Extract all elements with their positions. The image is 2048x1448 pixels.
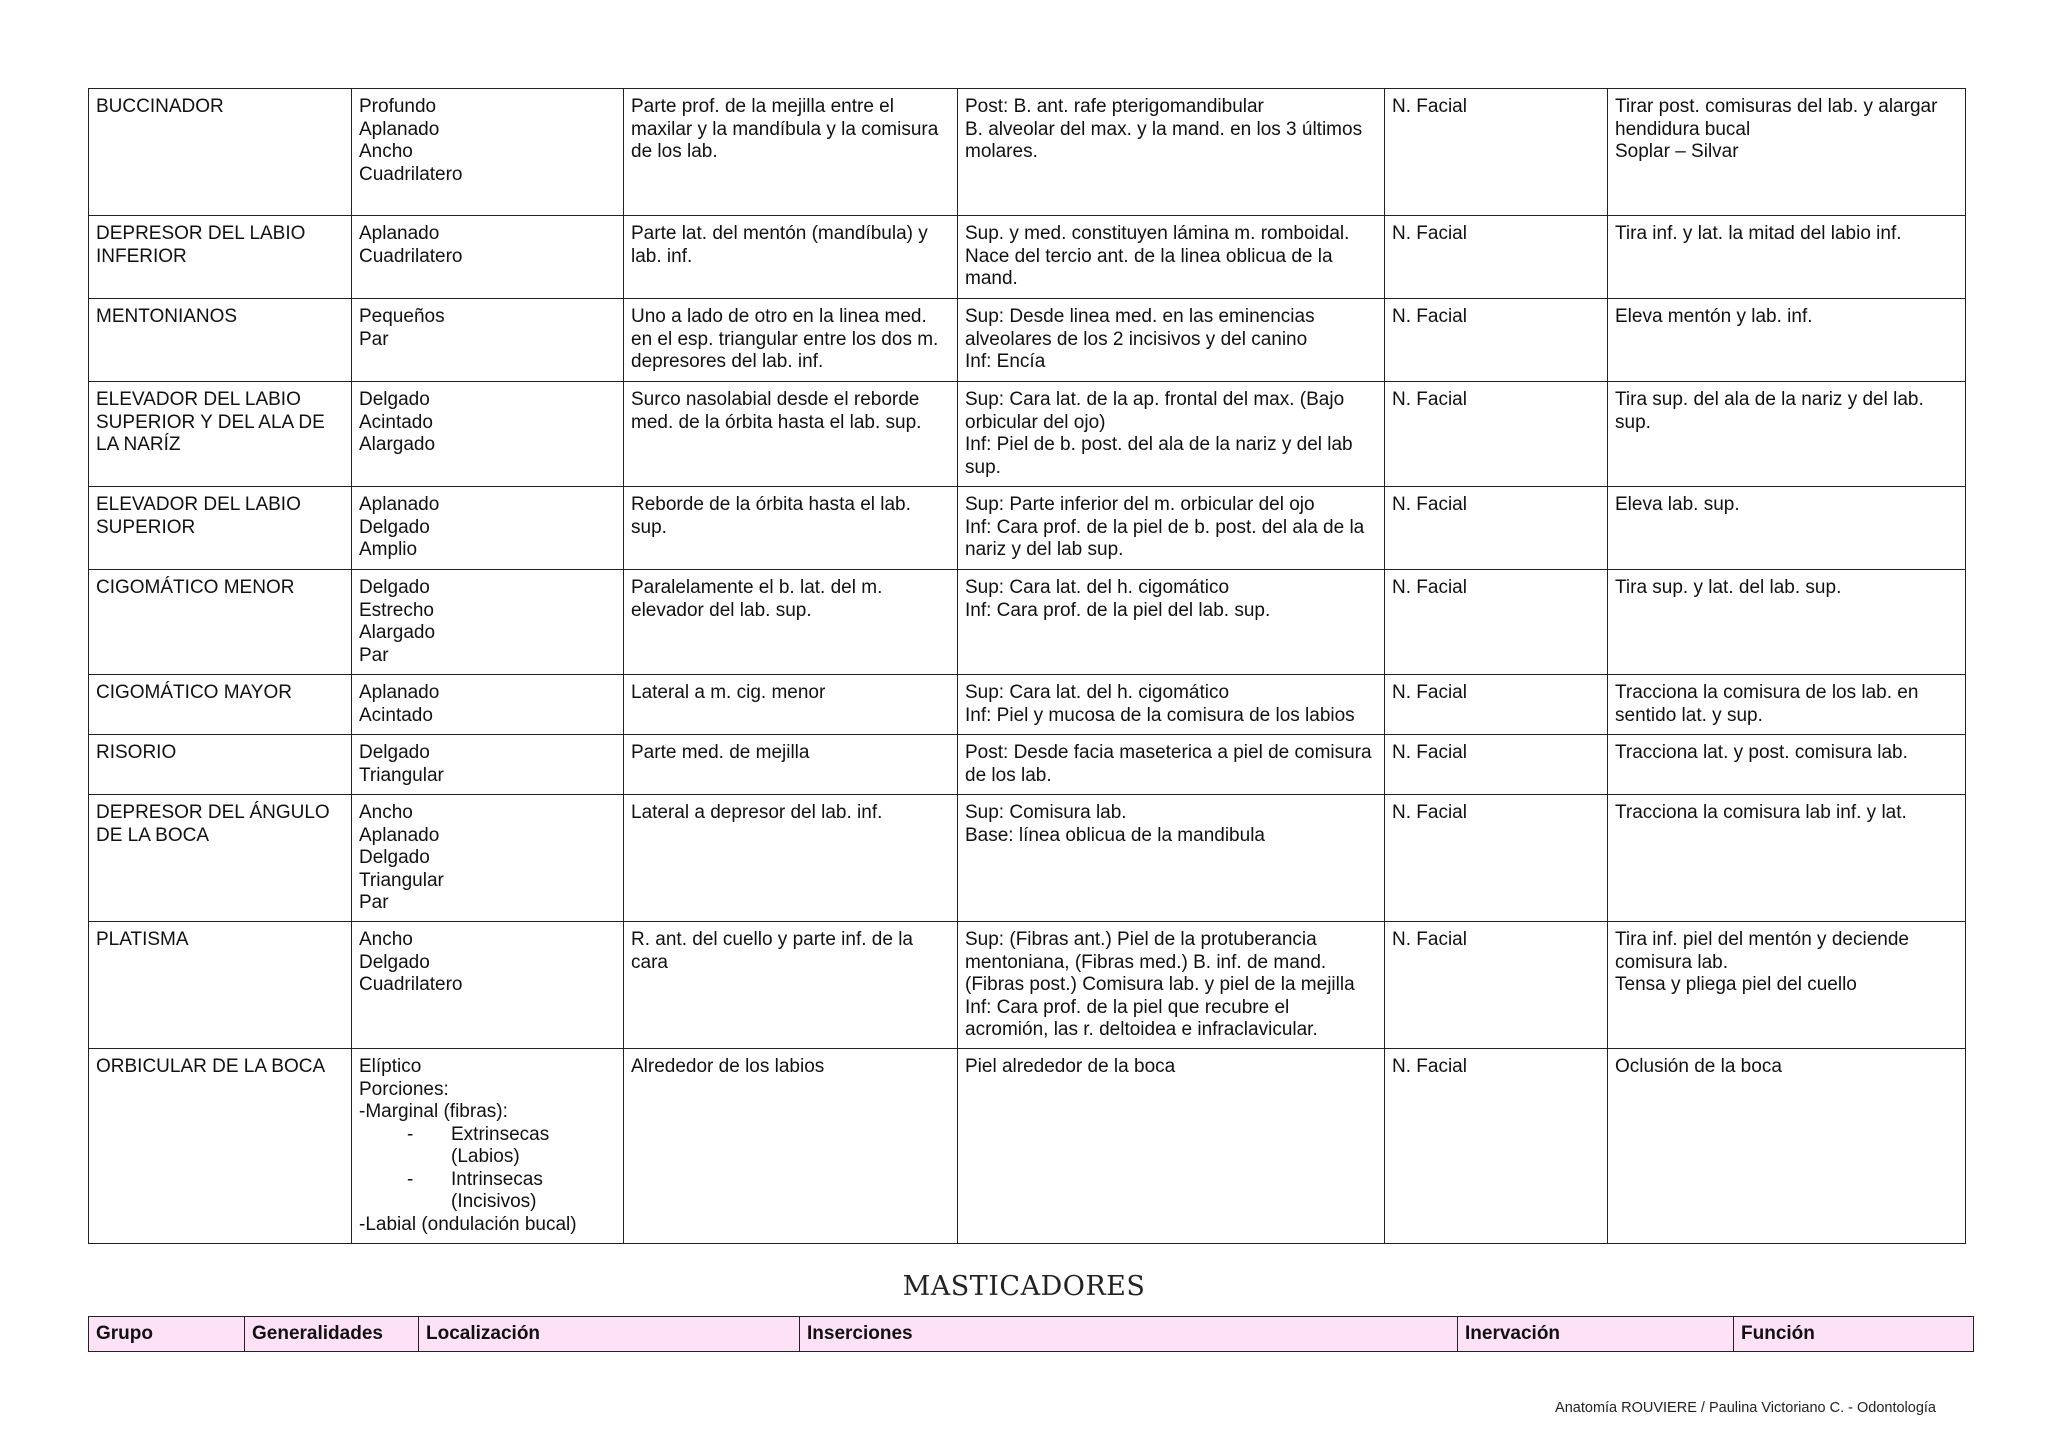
cell-generalidades [352, 922, 624, 1049]
cell-line: Sup: Parte inferior del m. orbicular del ojo [965, 494, 1315, 515]
cell-line: Delgado [359, 847, 430, 868]
cell-inervacion [1385, 382, 1608, 487]
cell-line: Ancho [359, 141, 413, 162]
cell-inserciones [958, 675, 1385, 735]
cell-localizacion [624, 675, 958, 735]
cell-line: N. Facial [1392, 306, 1467, 327]
cell-line: Parte lat. del mentón (mandíbula) y lab. inf. [631, 223, 928, 267]
cell-line: Ancho [359, 929, 413, 950]
header-inervacion: Inervación [1458, 1317, 1734, 1352]
cell-line: N. Facial [1392, 929, 1467, 950]
cell-generalidades [352, 1049, 624, 1244]
cell-localizacion [624, 922, 958, 1049]
cell-generalidades [352, 487, 624, 570]
cell-inserciones [958, 922, 1385, 1049]
header-grupo: Grupo [89, 1317, 245, 1352]
cell-inserciones [958, 735, 1385, 795]
cell-line: Post: Desde facia maseterica a piel de comisura de los lab. [965, 742, 1372, 786]
cell-line: Tracciona lat. y post. comisura lab. [1615, 742, 1908, 763]
cell-inervacion [1385, 922, 1608, 1049]
cell-line: Post: B. ant. rafe pterigomandibular [965, 96, 1264, 117]
cell-line: Tensa y pliega piel del cuello [1615, 974, 1857, 995]
cell-generalidades [352, 675, 624, 735]
cell-line: N. Facial [1392, 802, 1467, 823]
cell-line: Sup: Comisura lab. [965, 802, 1127, 823]
list-dash: - [407, 1123, 414, 1145]
cell-localizacion [624, 382, 958, 487]
cell-grupo [89, 382, 352, 487]
cell-line: Acintado [359, 411, 433, 433]
cell-line: Inf: Cara prof. de la piel de b. post. del ala de la nariz y del lab sup. [965, 516, 1365, 560]
cell-generalidades [352, 735, 624, 795]
cell-line: BUCCINADOR [96, 96, 224, 117]
cell-line: Aplanado [359, 824, 440, 846]
cell-localizacion: Alrededor de los labios [624, 1049, 958, 1244]
cell-inervacion: N. Facial [1385, 1049, 1608, 1244]
gen-line: Porciones: [359, 1078, 449, 1100]
cell-inserciones [958, 487, 1385, 570]
cell-line: Tira sup. del ala de la nariz y del lab. sup. [1615, 389, 1924, 433]
cell-line: Cuadrilatero [359, 974, 463, 995]
cell-line: Eleva lab. sup. [1615, 494, 1740, 515]
cell-line: Tirar post. comisuras del lab. y alargar hendidura bucal [1615, 96, 1938, 140]
section-title: MASTICADORES [902, 1271, 1146, 1302]
cell-line: N. Facial [1392, 389, 1467, 410]
cell-generalidades [352, 570, 624, 675]
header-row [89, 1317, 1974, 1352]
cell-line: N. Facial [1392, 96, 1467, 117]
cell-line: Cuadrilatero [359, 163, 463, 185]
cell-line: Sup: Cara lat. del h. cigomático [965, 682, 1230, 703]
cell-line: DEPRESOR DEL LABIO INFERIOR [96, 223, 306, 267]
header-localizacion: Localización [419, 1317, 800, 1352]
cell-inervacion [1385, 735, 1608, 795]
cell-line: Soplar – Silvar [1615, 141, 1739, 162]
table-row [89, 487, 1966, 570]
cell-inervacion [1385, 89, 1608, 216]
cell-grupo [89, 795, 352, 922]
table-row [89, 299, 1966, 382]
table-row [89, 216, 1966, 299]
cell-line: Delgado [359, 951, 430, 973]
cell-line: DEPRESOR DEL ÁNGULO DE LA BOCA [96, 802, 330, 846]
cell-funcion [1608, 382, 1966, 487]
cell-line: PLATISMA [96, 929, 189, 950]
header-funcion: Función [1734, 1317, 1974, 1352]
cell-grupo [89, 675, 352, 735]
cell-line: Inf: Piel y mucosa de la comisura de los labios [965, 704, 1355, 726]
cell-inervacion [1385, 570, 1608, 675]
cell-line: N. Facial [1392, 223, 1467, 244]
cell-line: Aplanado [359, 118, 440, 140]
cell-line: Parte prof. de la mejilla entre el maxilar y la mandíbula y la comisura de los lab. [631, 96, 939, 162]
sub-list-item [359, 1169, 616, 1214]
cell-line: B. alveolar del max. y la mand. en los 3 últimos molares. [965, 118, 1363, 162]
cell-line: Triangular [359, 869, 444, 891]
cell-line: Alargado [359, 434, 436, 455]
cell-line: Aplanado [359, 494, 440, 515]
cell-line: CIGOMÁTICO MENOR [96, 577, 295, 598]
cell-line: Lateral a depresor del lab. inf. [631, 802, 883, 823]
cell-inserciones [958, 570, 1385, 675]
cell-line: Tracciona la comisura de los lab. en sentido lat. y sup. [1615, 682, 1919, 726]
cell-line: N. Facial [1392, 577, 1467, 598]
cell-line: Inf: Encía [965, 351, 1046, 372]
cell-line: Sup: Cara lat. de la ap. frontal del max. (Bajo orbicular del ojo) [965, 389, 1345, 433]
cell-line: Base: línea oblicua de la mandibula [965, 824, 1265, 846]
cell-line: Delgado [359, 516, 430, 538]
cell-inervacion [1385, 795, 1608, 922]
gen-line: -Marginal (fibras): [359, 1101, 508, 1122]
gen-line: Elíptico [359, 1056, 422, 1077]
cell-line: Parte med. de mejilla [631, 742, 810, 763]
cell-localizacion [624, 487, 958, 570]
cell-generalidades [352, 89, 624, 216]
cell-generalidades [352, 299, 624, 382]
cell-line: Estrecho [359, 599, 434, 621]
cell-generalidades [352, 795, 624, 922]
page-footer: Anatomía ROUVIERE / Paulina Victoriano C. - Odontología [1555, 1400, 1936, 1416]
cell-line: Profundo [359, 96, 437, 117]
cell-localizacion [624, 299, 958, 382]
header-inserciones: Inserciones [800, 1317, 1458, 1352]
cell-line: Eleva mentón y lab. inf. [1615, 306, 1813, 327]
cell-funcion [1608, 570, 1966, 675]
cell-grupo [89, 216, 352, 299]
cell-funcion [1608, 299, 1966, 382]
cell-line: Sup: (Fibras ant.) Piel de la protuberancia mentoniana, (Fibras med.) B. inf. de mand. (Fibras post.) Comisura lab. y piel de la mejilla [965, 929, 1355, 995]
cell-line: Nace del tercio ant. de la linea oblicua de la mand. [965, 245, 1333, 289]
cell-line: Tira inf. y lat. la mitad del labio inf. [1615, 223, 1902, 244]
cell-line: Reborde de la órbita hasta el lab. sup. [631, 494, 911, 538]
cell-line: Delgado [359, 389, 430, 410]
cell-localizacion [624, 89, 958, 216]
muscles-table-body [89, 89, 1966, 1244]
cell-grupo [89, 735, 352, 795]
cell-line: Tracciona la comisura lab inf. y lat. [1615, 802, 1907, 823]
cell-inserciones [958, 299, 1385, 382]
cell-funcion [1608, 795, 1966, 922]
cell-funcion [1608, 89, 1966, 216]
cell-line: Triangular [359, 764, 444, 786]
cell-funcion [1608, 922, 1966, 1049]
table-row [89, 922, 1966, 1049]
cell-funcion [1608, 487, 1966, 570]
cell-line: Tira sup. y lat. del lab. sup. [1615, 577, 1842, 598]
cell-line: N. Facial [1392, 742, 1467, 763]
cell-inervacion [1385, 216, 1608, 299]
cell-line: Inf: Cara prof. de la piel que recubre el acromión, las r. deltoidea e infraclavicular. [965, 996, 1318, 1040]
cell-generalidades [352, 216, 624, 299]
cell-localizacion [624, 795, 958, 922]
table-row [89, 675, 1966, 735]
cell-line: Inf: Piel de b. post. del ala de la nariz y del lab sup. [965, 434, 1353, 478]
cell-inserciones [958, 795, 1385, 922]
cell-inserciones [958, 382, 1385, 487]
cell-line: Alargado [359, 622, 436, 643]
cell-line: RISORIO [96, 742, 177, 763]
table-row-orbicular [89, 1049, 1966, 1244]
cell-line: N. Facial [1392, 494, 1467, 515]
list-dash: - [407, 1168, 414, 1190]
cell-line: Aplanado [359, 223, 440, 244]
cell-line: Par [359, 892, 389, 913]
cell-grupo [89, 922, 352, 1049]
cell-line: Par [359, 644, 389, 666]
cell-funcion [1608, 216, 1966, 299]
table-row [89, 382, 1966, 487]
gen-line: -Labial (ondulación bucal) [359, 1213, 577, 1235]
list-text: Intrinsecas (Incisivos) [451, 1168, 543, 1212]
cell-localizacion [624, 570, 958, 675]
sub-list-item [359, 1124, 616, 1169]
table-row [89, 89, 1966, 216]
cell-line: Amplio [359, 539, 418, 560]
table-row [89, 795, 1966, 922]
cell-line: Pequeños [359, 306, 445, 327]
cell-grupo [89, 570, 352, 675]
cell-line: ELEVADOR DEL LABIO SUPERIOR [96, 494, 301, 538]
cell-line: Ancho [359, 802, 413, 823]
cell-line: ELEVADOR DEL LABIO SUPERIOR Y DEL ALA DE LA NARÍZ [96, 389, 325, 455]
cell-line: Aplanado [359, 682, 440, 703]
cell-grupo: ORBICULAR DE LA BOCA [89, 1049, 352, 1244]
cell-inserciones [958, 216, 1385, 299]
cell-line: Sup: Desde linea med. en las eminencias alveolares de los 2 incisivos y del canino [965, 306, 1315, 350]
cell-inervacion [1385, 675, 1608, 735]
cell-line: Delgado [359, 577, 430, 598]
cell-inervacion [1385, 487, 1608, 570]
table-row [89, 735, 1966, 795]
cell-line: MENTONIANOS [96, 306, 238, 327]
cell-line: Paralelamente el b. lat. del m. elevador del lab. sup. [631, 577, 883, 621]
cell-funcion: Oclusión de la boca [1608, 1049, 1966, 1244]
cell-line: Sup. y med. constituyen lámina m. romboidal. [965, 223, 1350, 244]
cell-localizacion [624, 216, 958, 299]
cell-line: Par [359, 328, 389, 350]
cell-line: Sup: Cara lat. del h. cigomático [965, 577, 1230, 598]
cell-funcion [1608, 735, 1966, 795]
cell-line: N. Facial [1392, 682, 1467, 703]
masticadores-header-table [88, 1316, 1974, 1352]
cell-line: Tira inf. piel del mentón y deciende comisura lab. [1615, 929, 1909, 973]
cell-line: Acintado [359, 704, 433, 726]
cell-inervacion [1385, 299, 1608, 382]
header-generalidades: Generalidades [245, 1317, 419, 1352]
cell-line: Surco nasolabial desde el reborde med. de la órbita hasta el lab. sup. [631, 389, 922, 433]
cell-grupo [89, 299, 352, 382]
cell-grupo [89, 89, 352, 216]
table-row [89, 570, 1966, 675]
cell-line: Lateral a m. cig. menor [631, 682, 826, 703]
cell-line: Delgado [359, 742, 430, 763]
cell-line: Inf: Cara prof. de la piel del lab. sup. [965, 599, 1271, 621]
cell-grupo [89, 487, 352, 570]
cell-line: Cuadrilatero [359, 245, 463, 267]
muscles-table [88, 88, 1966, 1244]
cell-generalidades [352, 382, 624, 487]
cell-inserciones [958, 89, 1385, 216]
cell-inserciones: Piel alrededor de la boca [958, 1049, 1385, 1244]
cell-funcion [1608, 675, 1966, 735]
cell-localizacion [624, 735, 958, 795]
cell-line: CIGOMÁTICO MAYOR [96, 682, 292, 703]
cell-line: Uno a lado de otro en la linea med. en el esp. triangular entre los dos m. depresores del lab. inf. [631, 306, 939, 372]
list-text: Extrinsecas (Labios) [451, 1123, 550, 1167]
cell-line: R. ant. del cuello y parte inf. de la cara [631, 929, 913, 973]
